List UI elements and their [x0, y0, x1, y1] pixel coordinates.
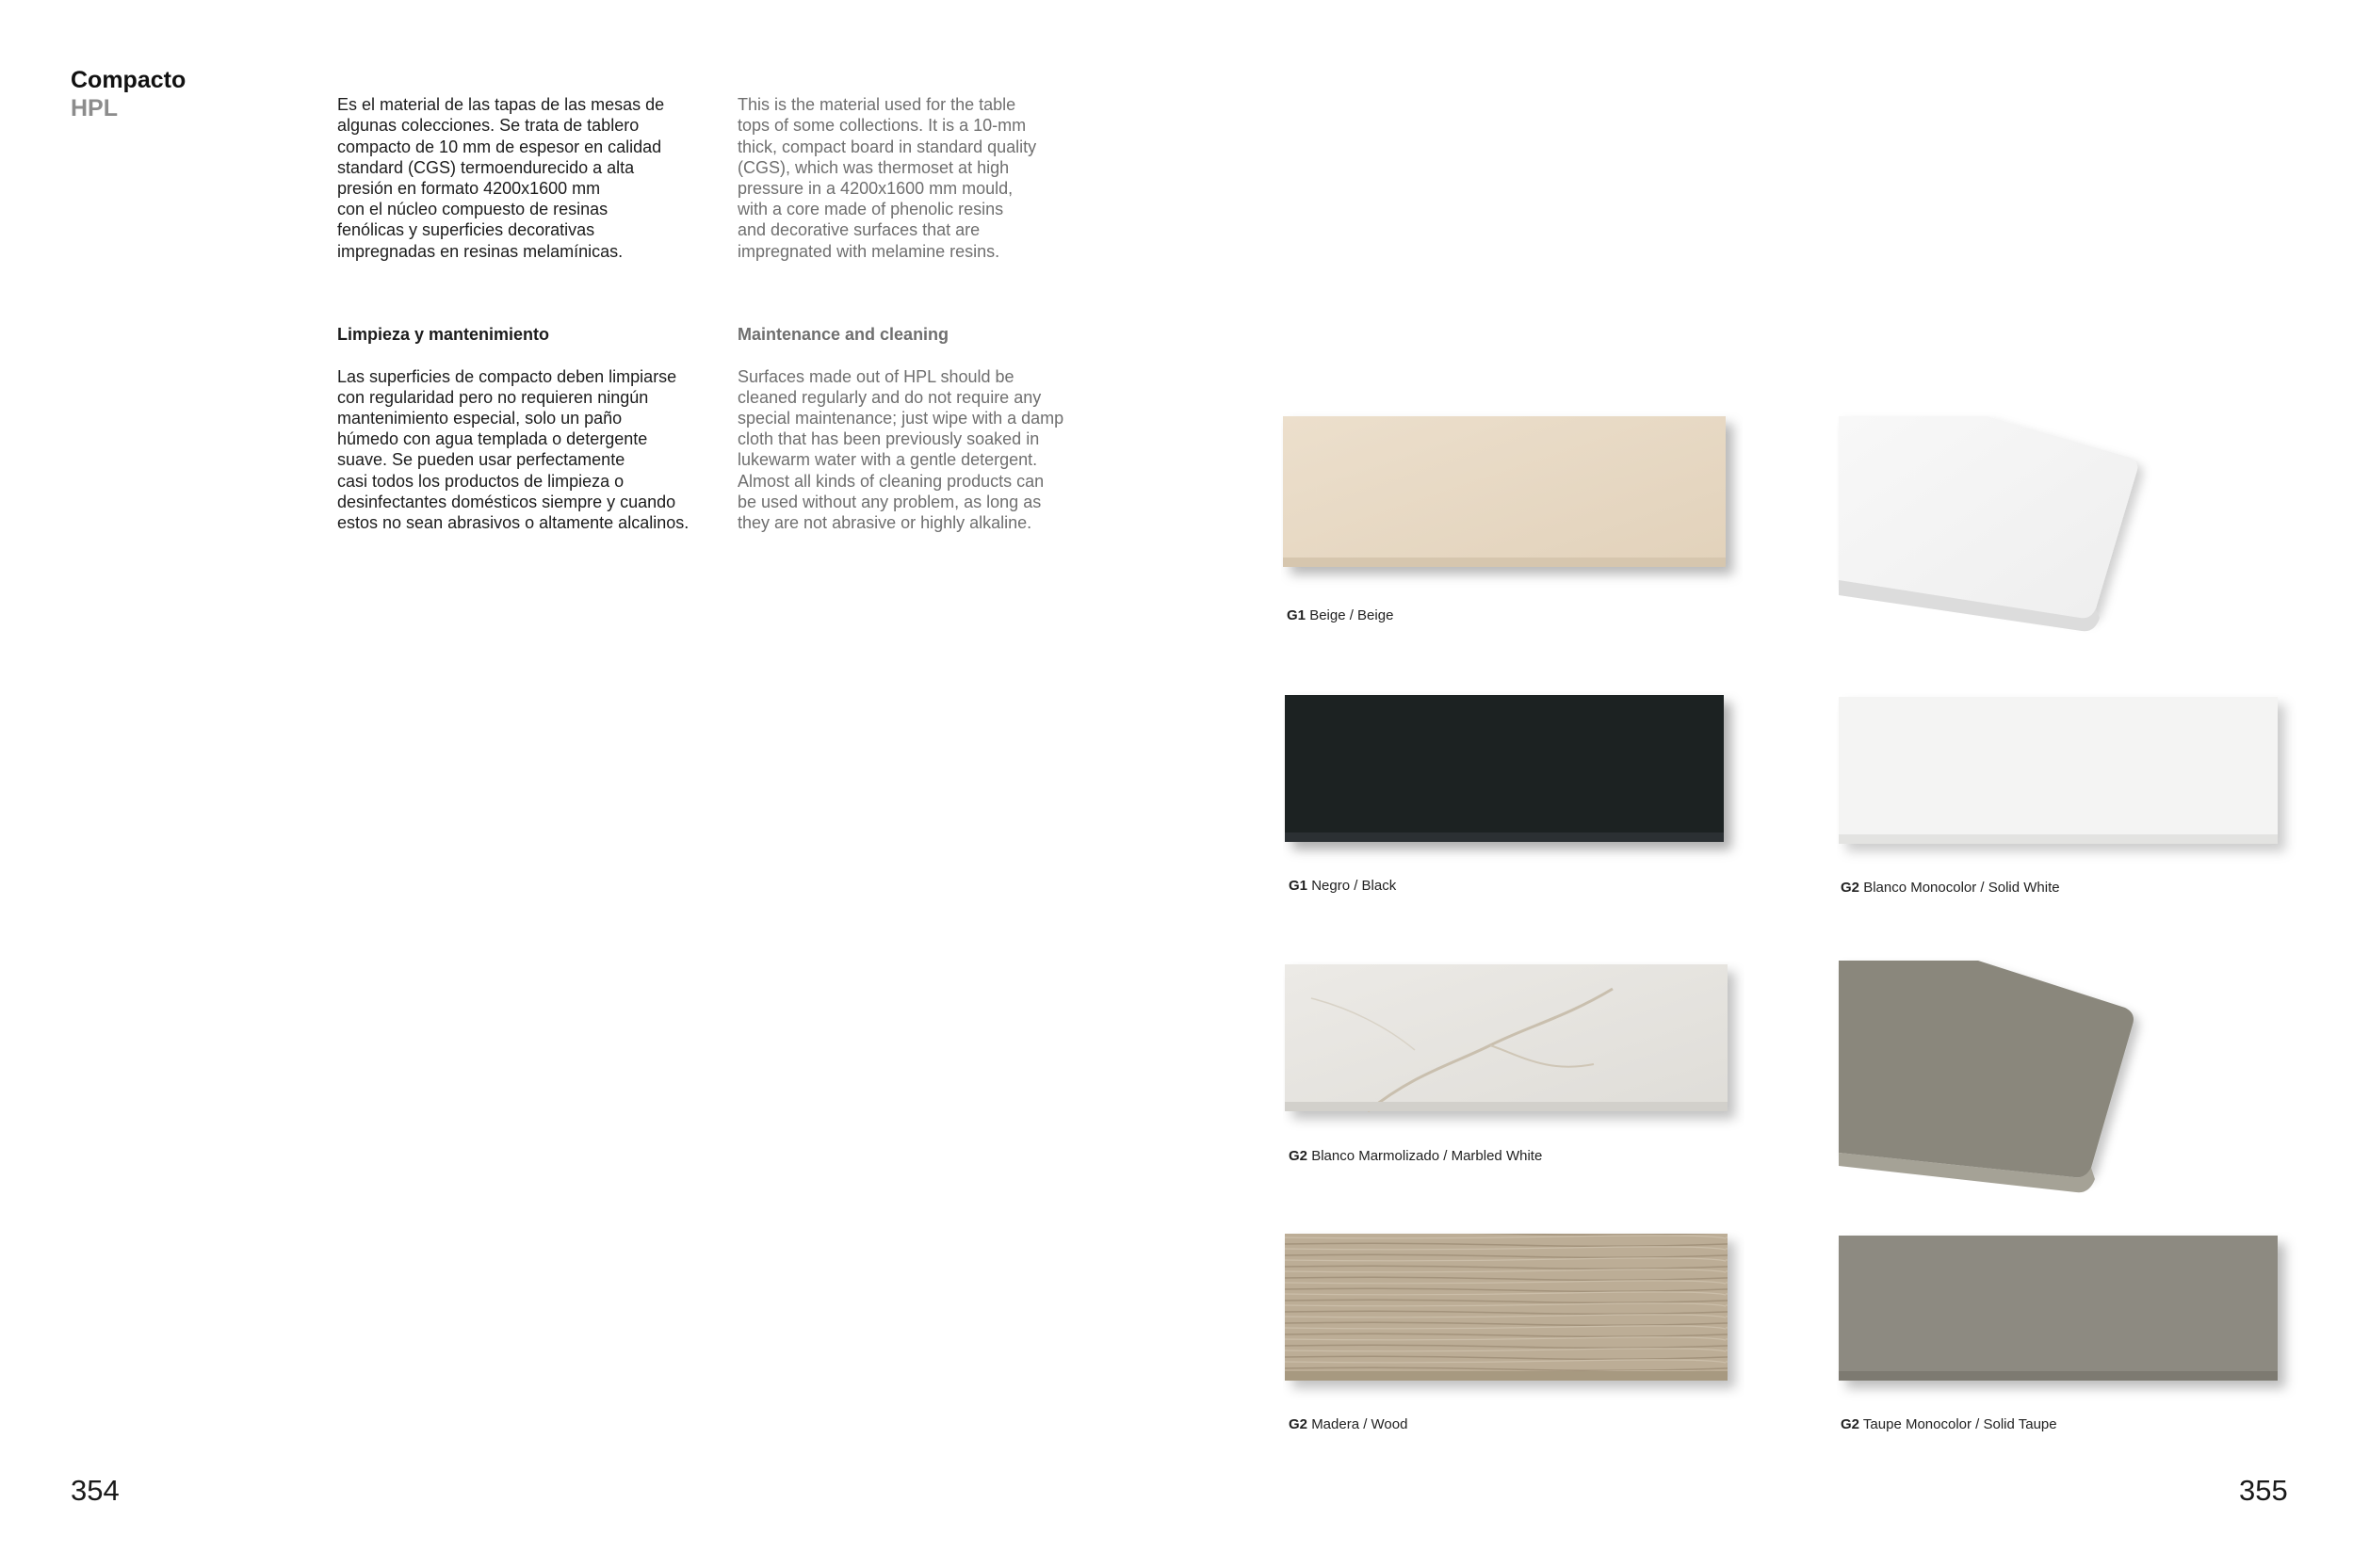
swatch-grade: G2: [1289, 1148, 1308, 1164]
swatch-solid-white: [1837, 693, 2298, 872]
spanish-maintenance-heading: Limpieza y mantenimiento: [337, 325, 550, 345]
paragraph-spacer: [738, 283, 1114, 303]
swatch-grade: G2: [1289, 1416, 1308, 1432]
swatch-grade: G1: [1287, 607, 1306, 623]
swatch-caption-solid-white: [1841, 880, 2060, 897]
swatch-grade: G1: [1289, 878, 1308, 894]
spanish-intro-paragraph: Es el material de las tapas de las mesas de algunas colecciones. Se trata de tablero compacto de 10 mm de espesor en calidad standard (CGS) termoendurecido a alta presión en formato 4200x1600 mm con el núcleo compuesto de resinas fenólicas y superficies decorativas impregnadas en resinas melamínicas.: [337, 95, 665, 261]
swatch-label: Blanco Monocolor / Solid White: [1863, 880, 2060, 896]
english-maintenance-heading: Maintenance and cleaning: [738, 325, 949, 345]
swatch-solid-taupe: [1837, 1232, 2298, 1411]
english-intro-paragraph: This is the material used for the table tops of some collections. It is a 10-mm thick, compact board in standard quality (CGS), which was thermoset at high pressure in a 4200x1600 mm mould, with a core made of phenolic resins and decorative surfaces that are impregnated with melamine resins.: [738, 95, 1037, 261]
swatch-caption-marbled-white: [1289, 1148, 1542, 1165]
swatch-marbled-white: [1283, 961, 1744, 1140]
section-title-block: [71, 66, 186, 122]
swatch-taupe-corner: [1837, 957, 2157, 1211]
swatch-caption-black: [1289, 878, 1396, 895]
swatch-grade: G2: [1841, 880, 1860, 896]
swatch-grade: G2: [1841, 1416, 1860, 1432]
section-title: Compacto: [71, 67, 187, 93]
english-maintenance-paragraph: Surfaces made out of HPL should be cleaned regularly and do not require any special maintenance; just wipe with a damp cloth that has been previously soaked in lukewarm water with a gentle detergent. Almost all kinds of cleaning products can be used without any problem, as long as they are not abrasive or highly alkaline.: [738, 366, 1064, 533]
swatch-label: Blanco Marmolizado / Marbled White: [1311, 1148, 1543, 1164]
swatch-white-corner: [1837, 411, 2157, 655]
swatch-label: Beige / Beige: [1309, 607, 1394, 623]
swatch-label: Taupe Monocolor / Solid Taupe: [1862, 1416, 2057, 1432]
swatch-beige: [1281, 411, 1743, 590]
swatch-wood: [1283, 1230, 1744, 1409]
english-text-column: [738, 73, 1114, 554]
swatch-caption-wood: [1289, 1416, 1407, 1433]
swatch-caption-solid-taupe: [1841, 1416, 2057, 1433]
swatch-label: Madera / Wood: [1311, 1416, 1408, 1432]
swatch-caption-beige: [1287, 607, 1393, 624]
section-subtitle: HPL: [71, 95, 118, 121]
swatch-label: Negro / Black: [1311, 878, 1397, 894]
spanish-text-column: [337, 73, 714, 554]
spanish-maintenance-paragraph: Las superficies de compacto deben limpiarse con regularidad pero no requieren ningún mantenimiento especial, solo un paño húmedo con agua templada o detergente suave. Se pueden usar perfectamente casi todos los productos de limpieza o desinfectantes domésticos siempre y cuando estos no sean abrasivos o altamente alcalinos.: [337, 366, 690, 533]
swatch-black: [1283, 691, 1744, 870]
page-number-left: 354: [71, 1474, 120, 1507]
paragraph-spacer: [337, 283, 714, 303]
page-number-right: 355: [2239, 1474, 2288, 1507]
